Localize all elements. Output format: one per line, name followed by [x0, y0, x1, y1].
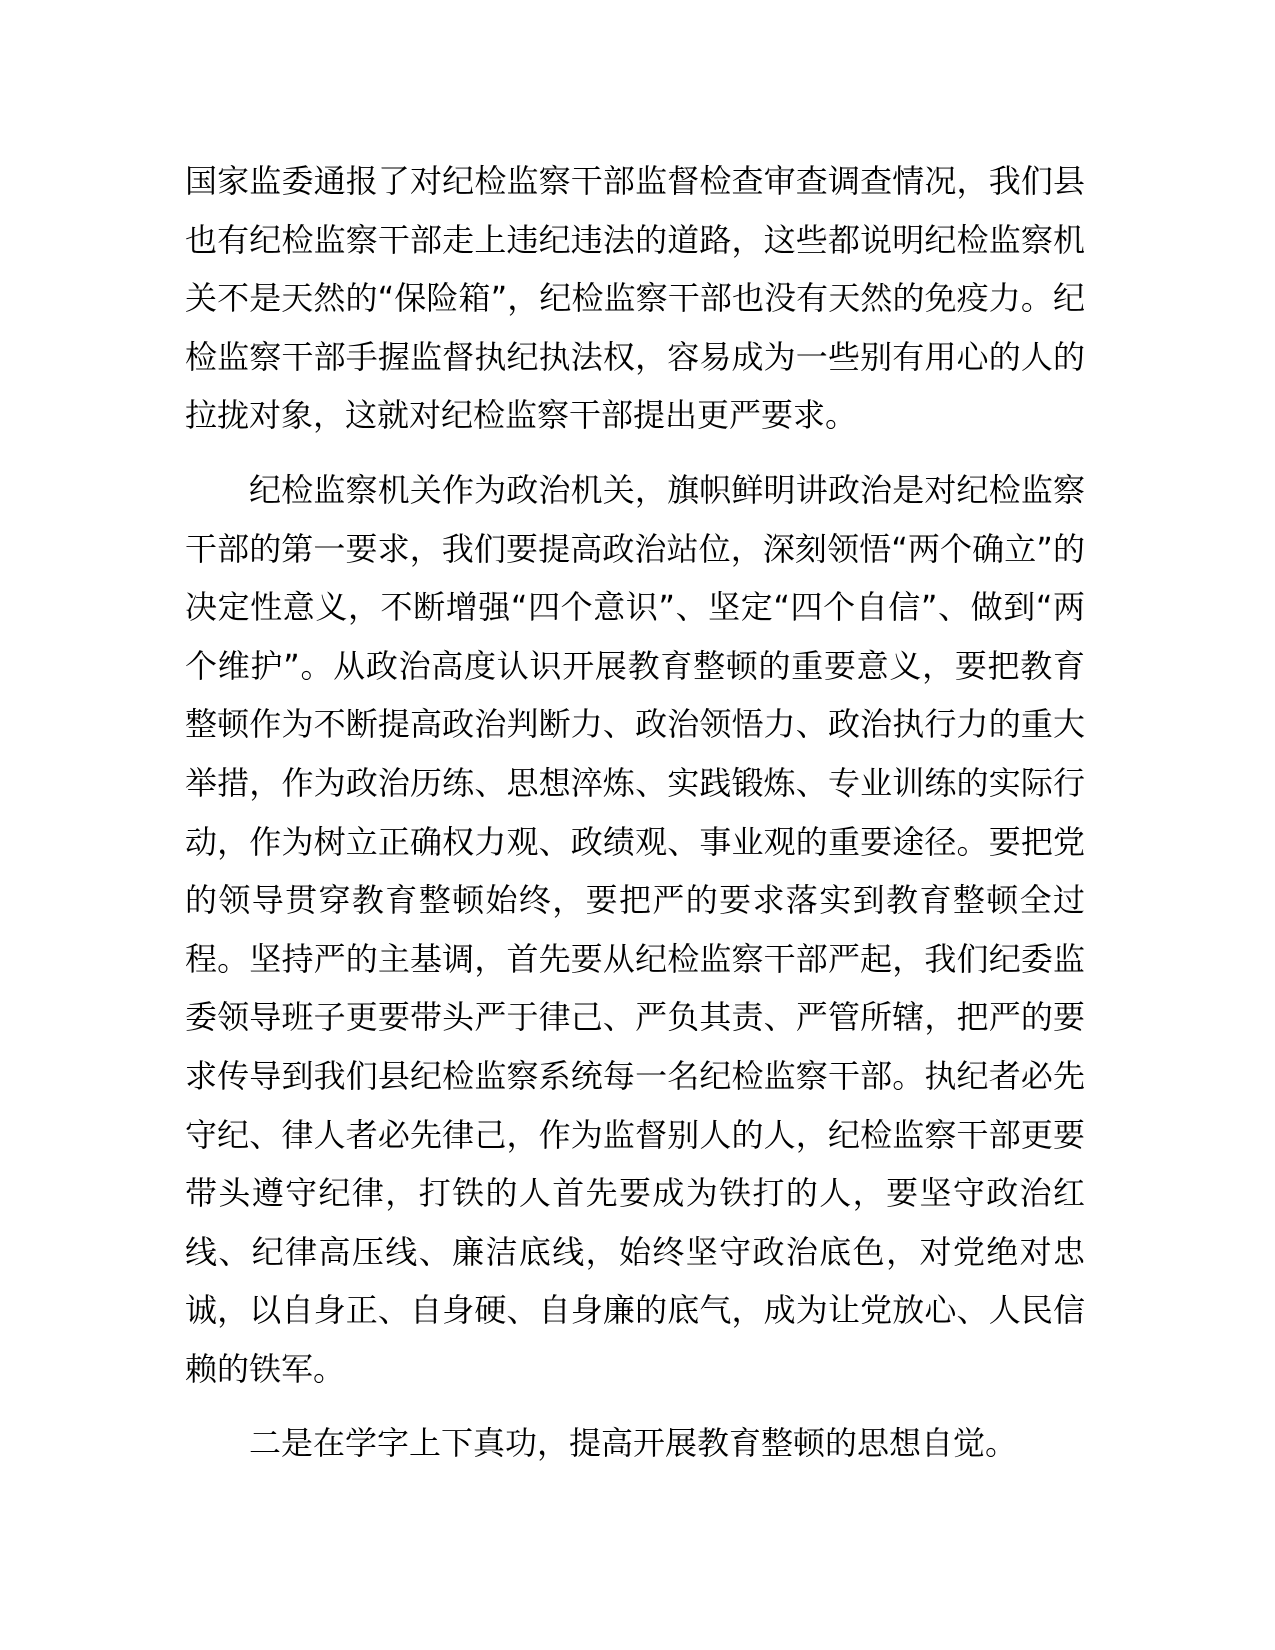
- paragraph-1: 国家监委通报了对纪检监察干部监督检查审查调查情况，我们县也有纪检监察干部走上违纪违法的道路，这些都说明纪检监察机关不是天然的“保险箱”，纪检监察干部也没有天然的免疫力。纪检监察干部手握监督执纪执法权，容易成为一些别有用心的人的拉拢对象，这就对纪检监察干部提出更严要求。: [185, 162, 1085, 435]
- document-body: [185, 152, 1085, 1473]
- paragraph-2: 纪检监察机关作为政治机关，旗帜鲜明讲政治是对纪检监察干部的第一要求，我们要提高政治站位，深刻领悟“两个确立”的决定性意义，不断增强“四个意识”、坚定“四个自信”、做到“两个维护”。从政治高度认识开展教育整顿的重要意义，要把教育整顿作为不断提高政治判断力、政治领悟力、政治执行力的重大举措，作为政治历练、思想淬炼、实践锻炼、专业训练的实际行动，作为树立正确权力观、政绩观、事业观的重要途径。要把党的领导贯穿教育整顿始终，要把严的要求落实到教育整顿全过程。坚持严的主基调，首先要从纪检监察干部严起，我们纪委监委领导班子更要带头严于律己、严负其责、严管所辖，把严的要求传导到我们县纪检监察系统每一名纪检监察干部。执纪者必先守纪、律人者必先律己，作为监督别人的人，纪检监察干部更要带头遵守纪律，打铁的人首先要成为铁打的人，要坚守政治红线、纪律高压线、廉洁底线，始终坚守政治底色，对党绝对忠诚，以自身正、自身硬、自身廉的底气，成为让党放心、人民信赖的铁军。: [185, 470, 1085, 1388]
- paragraph-3: 二是在学字上下真功，提高开展教育整顿的思想自觉。: [249, 1424, 1018, 1463]
